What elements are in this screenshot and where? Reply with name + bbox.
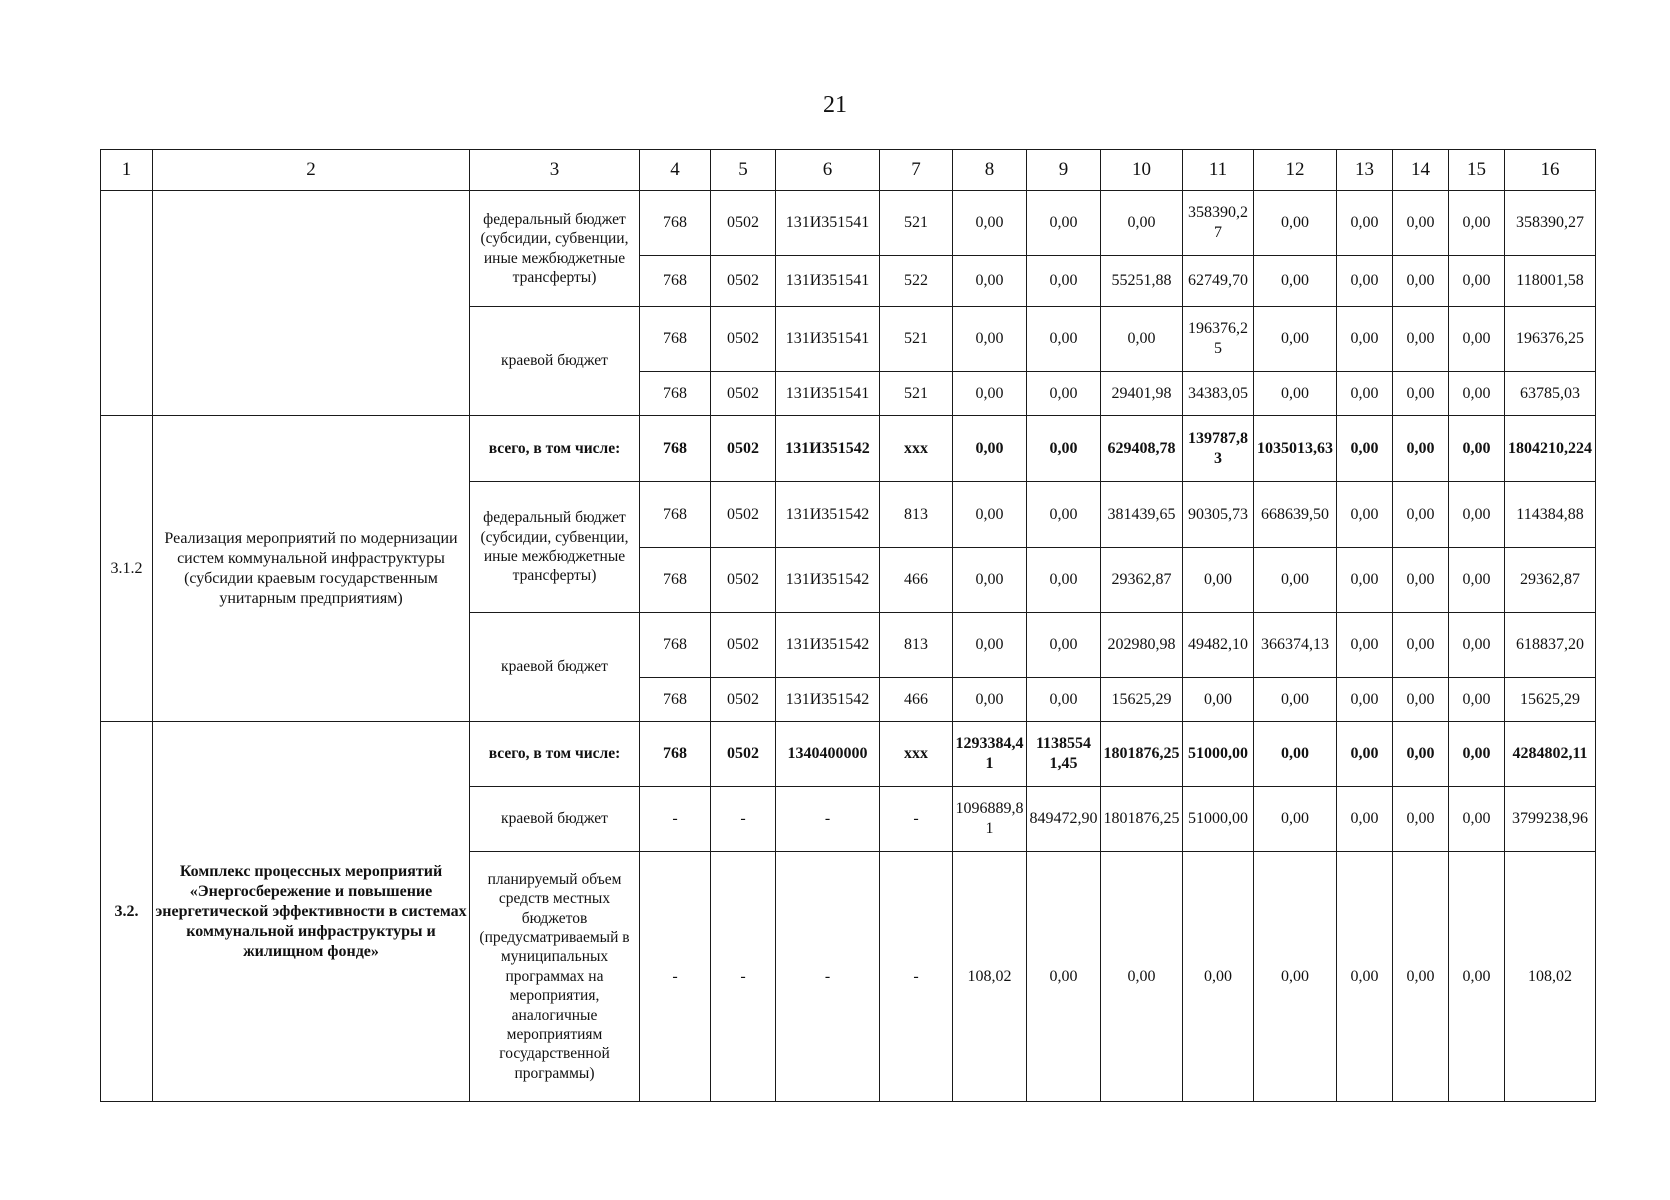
table-cell: 0502 xyxy=(711,613,776,678)
table-cell: 0,00 xyxy=(1337,548,1393,613)
table-cell: 0,00 xyxy=(1393,307,1449,372)
table-cell: 0,00 xyxy=(1254,787,1337,852)
source-cell: всего, в том числе: xyxy=(470,416,640,482)
table-cell: 1035013,63 xyxy=(1254,416,1337,482)
source-cell: федеральный бюджет (субсидии, субвенции, иные межбюджетные трансферты) xyxy=(470,482,640,613)
table-cell: 0,00 xyxy=(1337,307,1393,372)
table-cell: 521 xyxy=(880,372,953,416)
table-cell: 0,00 xyxy=(953,191,1027,256)
table-cell: 1801876,25 xyxy=(1101,722,1183,787)
table-cell: 90305,73 xyxy=(1183,482,1254,548)
table-cell: 0,00 xyxy=(1393,722,1449,787)
table-cell: 1138554 1,45 xyxy=(1027,722,1101,787)
table-cell: 618837,20 xyxy=(1505,613,1596,678)
table-cell: 131И351542 xyxy=(776,613,880,678)
table-cell: 0,00 xyxy=(1393,548,1449,613)
table-cell: 131И351542 xyxy=(776,678,880,722)
table-cell: 849472,90 xyxy=(1027,787,1101,852)
table-cell: 768 xyxy=(640,482,711,548)
table-cell: 0,00 xyxy=(1027,613,1101,678)
table-cell: 0,00 xyxy=(1449,307,1505,372)
table-cell: 29362,87 xyxy=(1505,548,1596,613)
table-cell: 0,00 xyxy=(1027,256,1101,307)
header-cell: 2 xyxy=(153,150,470,191)
table-cell: 131И351541 xyxy=(776,307,880,372)
table-cell: 0502 xyxy=(711,307,776,372)
table-cell: 51000,00 xyxy=(1183,722,1254,787)
table-cell: 0,00 xyxy=(1254,678,1337,722)
header-cell: 6 xyxy=(776,150,880,191)
table-cell: 29401,98 xyxy=(1101,372,1183,416)
table-cell: 0,00 xyxy=(1183,548,1254,613)
table-cell: 668639,50 xyxy=(1254,482,1337,548)
table-cell: 521 xyxy=(880,307,953,372)
table-cell: 0,00 xyxy=(1337,852,1393,1102)
table-cell: 358390,27 xyxy=(1505,191,1596,256)
header-cell: 5 xyxy=(711,150,776,191)
table-cell: 0,00 xyxy=(1337,613,1393,678)
table-cell: 813 xyxy=(880,613,953,678)
table-cell: 0,00 xyxy=(1337,678,1393,722)
table-cell: 629408,78 xyxy=(1101,416,1183,482)
table-cell: 51000,00 xyxy=(1183,787,1254,852)
table-cell: 0,00 xyxy=(953,482,1027,548)
table-cell: 0,00 xyxy=(1449,613,1505,678)
table-cell: 0,00 xyxy=(1449,482,1505,548)
table-cell: 1096889,81 xyxy=(953,787,1027,852)
table-cell: 131И351542 xyxy=(776,416,880,482)
table-cell: 0,00 xyxy=(1337,482,1393,548)
header-cell: 15 xyxy=(1449,150,1505,191)
table-cell: 0,00 xyxy=(953,678,1027,722)
index-cell: 3.2. xyxy=(101,722,153,1102)
table-cell: - xyxy=(640,787,711,852)
header-cell: 14 xyxy=(1393,150,1449,191)
table-cell: 1293384,41 xyxy=(953,722,1027,787)
table-cell: 0,00 xyxy=(1254,852,1337,1102)
table-cell: 768 xyxy=(640,307,711,372)
table-row xyxy=(101,722,1596,787)
table-cell: 0,00 xyxy=(1393,852,1449,1102)
table-cell: 358390,27 xyxy=(1183,191,1254,256)
table-cell: - xyxy=(776,787,880,852)
table-cell: 0,00 xyxy=(1393,191,1449,256)
table-cell: 522 xyxy=(880,256,953,307)
table-cell: 0,00 xyxy=(1449,722,1505,787)
table-cell: 118001,58 xyxy=(1505,256,1596,307)
table-cell: 768 xyxy=(640,722,711,787)
table-cell: 0,00 xyxy=(953,256,1027,307)
table-cell: 0,00 xyxy=(1027,307,1101,372)
table-cell: 0,00 xyxy=(1449,191,1505,256)
table-cell: - xyxy=(711,852,776,1102)
table-cell: 4284802,11 xyxy=(1505,722,1596,787)
table-cell: ххх xyxy=(880,722,953,787)
table-cell: 0,00 xyxy=(953,548,1027,613)
table-cell: 0,00 xyxy=(1393,416,1449,482)
table-cell: 196376,25 xyxy=(1183,307,1254,372)
table-cell: 0,00 xyxy=(1101,307,1183,372)
table-cell: 34383,05 xyxy=(1183,372,1254,416)
table-cell: 131И351542 xyxy=(776,548,880,613)
index-cell: 3.1.2 xyxy=(101,416,153,722)
table-cell: 0,00 xyxy=(953,372,1027,416)
table-cell: 49482,10 xyxy=(1183,613,1254,678)
table-cell: 0,00 xyxy=(1027,416,1101,482)
table-cell: 768 xyxy=(640,678,711,722)
table-cell: 131И351542 xyxy=(776,482,880,548)
table-cell: - xyxy=(776,852,880,1102)
table-cell: 0,00 xyxy=(1393,613,1449,678)
table-cell: 381439,65 xyxy=(1101,482,1183,548)
name-cell xyxy=(153,191,470,416)
table-cell: 0,00 xyxy=(1254,191,1337,256)
table-cell: 0502 xyxy=(711,191,776,256)
source-cell: планируемый объем средств местных бюджетов (предусматриваемый в муниципальных программах на мероприятия, аналогичные мероприятиям государственной программы) xyxy=(470,852,640,1102)
table-cell: 0,00 xyxy=(1393,678,1449,722)
table-cell: 0,00 xyxy=(953,416,1027,482)
table-cell: 768 xyxy=(640,372,711,416)
table-cell: 131И351541 xyxy=(776,191,880,256)
table-cell: 0502 xyxy=(711,678,776,722)
table-cell: 0502 xyxy=(711,722,776,787)
table-cell: 55251,88 xyxy=(1101,256,1183,307)
table-cell: 0,00 xyxy=(1027,548,1101,613)
table-cell: 0,00 xyxy=(1393,482,1449,548)
table-cell: 813 xyxy=(880,482,953,548)
table-cell: 63785,03 xyxy=(1505,372,1596,416)
header-cell: 8 xyxy=(953,150,1027,191)
table-cell: 0,00 xyxy=(1027,678,1101,722)
table-cell: 521 xyxy=(880,191,953,256)
table-cell: 0,00 xyxy=(1337,256,1393,307)
table-cell: 768 xyxy=(640,416,711,482)
table-cell: 466 xyxy=(880,548,953,613)
table-cell: 0,00 xyxy=(1393,372,1449,416)
header-cell: 11 xyxy=(1183,150,1254,191)
table-cell: 1804210,224 xyxy=(1505,416,1596,482)
table-cell: 0,00 xyxy=(1337,416,1393,482)
table-cell: 15625,29 xyxy=(1101,678,1183,722)
table-cell: 15625,29 xyxy=(1505,678,1596,722)
table-cell: 0,00 xyxy=(1337,722,1393,787)
table-cell: 0,00 xyxy=(953,613,1027,678)
table-cell: 3799238,96 xyxy=(1505,787,1596,852)
header-cell: 16 xyxy=(1505,150,1596,191)
table-cell: 0,00 xyxy=(1337,372,1393,416)
table-cell: 0502 xyxy=(711,372,776,416)
table-cell: 139787,83 xyxy=(1183,416,1254,482)
table-cell: 768 xyxy=(640,256,711,307)
table-cell: 0,00 xyxy=(1254,722,1337,787)
page-number: 21 xyxy=(823,92,847,118)
index-cell xyxy=(101,191,153,416)
table-cell: - xyxy=(640,852,711,1102)
table-cell: 366374,13 xyxy=(1254,613,1337,678)
source-cell: всего, в том числе: xyxy=(470,722,640,787)
header-cell: 1 xyxy=(101,150,153,191)
table-cell: 0,00 xyxy=(1449,416,1505,482)
table-cell: 196376,25 xyxy=(1505,307,1596,372)
table-cell: 0,00 xyxy=(1183,678,1254,722)
table-cell: 0502 xyxy=(711,482,776,548)
table-cell: 0,00 xyxy=(1027,852,1101,1102)
table-cell: 108,02 xyxy=(953,852,1027,1102)
name-cell: Реализация мероприятий по модернизации систем коммунальной инфраструктуры (субсидии краевым государственным унитарным предприятиям) xyxy=(153,416,470,722)
header-row xyxy=(101,150,1596,191)
table-cell: 0,00 xyxy=(1449,678,1505,722)
table-cell: 0,00 xyxy=(1101,191,1183,256)
table-cell: 108,02 xyxy=(1505,852,1596,1102)
table-cell: 0,00 xyxy=(1449,372,1505,416)
table-row xyxy=(101,191,1596,256)
table-cell: 0502 xyxy=(711,256,776,307)
header-cell: 10 xyxy=(1101,150,1183,191)
header-cell: 3 xyxy=(470,150,640,191)
table-cell: 0502 xyxy=(711,416,776,482)
table-cell: 0,00 xyxy=(1254,256,1337,307)
table-cell: 114384,88 xyxy=(1505,482,1596,548)
table-cell: 0,00 xyxy=(1449,548,1505,613)
header-cell: 7 xyxy=(880,150,953,191)
table-cell: 0,00 xyxy=(953,307,1027,372)
table-cell: 0,00 xyxy=(1337,787,1393,852)
table-cell: 131И351541 xyxy=(776,256,880,307)
table-cell: 768 xyxy=(640,191,711,256)
header-cell: 4 xyxy=(640,150,711,191)
header-cell: 9 xyxy=(1027,150,1101,191)
table-cell: 131И351541 xyxy=(776,372,880,416)
table-cell: 202980,98 xyxy=(1101,613,1183,678)
header-cell: 12 xyxy=(1254,150,1337,191)
table-cell: 0,00 xyxy=(1101,852,1183,1102)
table-cell: 62749,70 xyxy=(1183,256,1254,307)
table-cell: 0,00 xyxy=(1027,191,1101,256)
table-cell: 0,00 xyxy=(1183,852,1254,1102)
source-cell: краевой бюджет xyxy=(470,307,640,416)
table-cell: 0502 xyxy=(711,548,776,613)
table-cell: 0,00 xyxy=(1393,256,1449,307)
table-cell: 0,00 xyxy=(1449,256,1505,307)
table-row xyxy=(101,416,1596,482)
table-cell: 0,00 xyxy=(1449,852,1505,1102)
table-cell: 0,00 xyxy=(1027,372,1101,416)
source-cell: краевой бюджет xyxy=(470,787,640,852)
budget-table xyxy=(100,149,1596,1102)
table-cell: - xyxy=(880,852,953,1102)
table-cell: 0,00 xyxy=(1254,548,1337,613)
table-cell: 29362,87 xyxy=(1101,548,1183,613)
table-cell: 0,00 xyxy=(1449,787,1505,852)
table-cell: - xyxy=(711,787,776,852)
table-cell: 1340400000 xyxy=(776,722,880,787)
table-cell: 0,00 xyxy=(1393,787,1449,852)
header-cell: 13 xyxy=(1337,150,1393,191)
table-cell: 0,00 xyxy=(1254,372,1337,416)
table-cell: 0,00 xyxy=(1337,191,1393,256)
table-cell: 0,00 xyxy=(1027,482,1101,548)
table-cell: 466 xyxy=(880,678,953,722)
table-cell: 768 xyxy=(640,548,711,613)
source-cell: федеральный бюджет (субсидии, субвенции, иные межбюджетные трансферты) xyxy=(470,191,640,307)
source-cell: краевой бюджет xyxy=(470,613,640,722)
name-cell: Комплекс процессных мероприятий «Энергосбережение и повышение энергетической эффективности в системах коммунальной инфраструктуры и жилищном фонде» xyxy=(153,722,470,1102)
table-cell: 1801876,25 xyxy=(1101,787,1183,852)
table-cell: - xyxy=(880,787,953,852)
table-cell: 768 xyxy=(640,613,711,678)
table-cell: ххх xyxy=(880,416,953,482)
table-cell: 0,00 xyxy=(1254,307,1337,372)
